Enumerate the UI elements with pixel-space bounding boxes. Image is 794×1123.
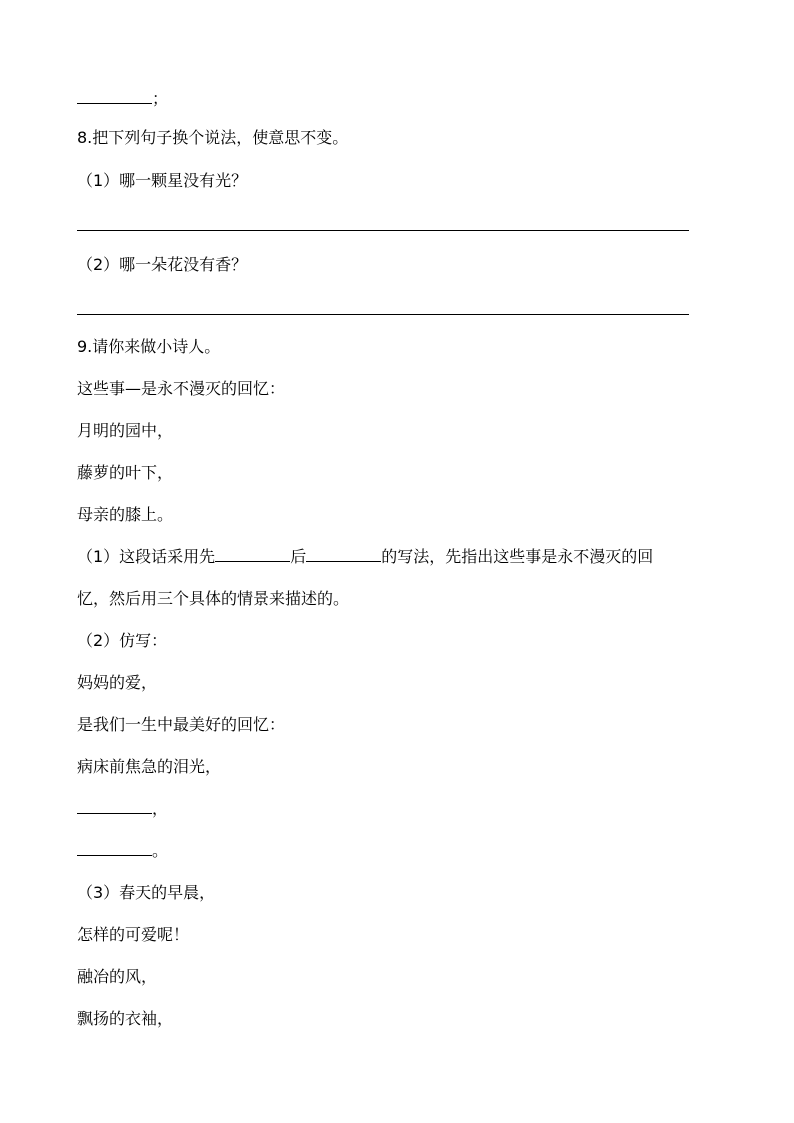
period: 。 [152,841,169,860]
answer-line-8-1[interactable] [77,230,689,231]
poem-line-2: 月明的园中， [77,421,174,440]
question-8-title: 8.把下列句子换个说法，使意思不变。 [77,128,349,147]
comma: ， [152,799,169,818]
imitation-blank-line-1 [77,799,168,819]
spring-line-3: 飘扬的衣袖， [77,1009,174,1028]
imitation-blank-line-2 [77,841,168,861]
question-9-title: 9.请你来做小诗人。 [77,337,221,356]
semicolon: ； [152,89,169,108]
poem-line-4: 母亲的膝上。 [77,505,174,524]
q9-1-text-a: （1）这段话采用先 [77,547,216,566]
question-9-item-1 [77,547,653,567]
q9-1-text-c: 的写法，先指出这些事是永不漫灭的回 [381,547,654,566]
imitation-line-1: 妈妈的爱， [77,673,158,692]
answer-blank-first[interactable] [215,547,290,562]
question-8-item-2: （2）哪一朵花没有香？ [77,255,248,274]
spring-line-2: 融冶的风， [77,967,158,986]
answer-blank[interactable] [77,89,152,104]
question-9-item-2: （2）仿写： [77,631,168,650]
poem-line-3: 藤萝的叶下， [77,463,174,482]
q9-1-text-b: 后 [290,547,307,566]
poem-line-1: 这些事—是永不漫灭的回忆： [77,379,286,398]
imitation-line-2: 是我们一生中最美好的回忆： [77,715,286,734]
question-8-item-1: （1）哪一颗星没有光？ [77,171,248,190]
answer-line-continuation [77,89,168,109]
answer-line-8-2[interactable] [77,314,689,315]
imitation-line-3: 病床前焦急的泪光， [77,757,222,776]
spring-line-1: 怎样的可爱呢！ [77,925,190,944]
answer-blank[interactable] [77,799,152,814]
question-9-item-1-continued: 忆，然后用三个具体的情景来描述的。 [77,589,350,608]
answer-blank[interactable] [77,841,152,856]
answer-blank-then[interactable] [306,547,381,562]
question-9-item-3: （3）春天的早晨， [77,883,216,902]
